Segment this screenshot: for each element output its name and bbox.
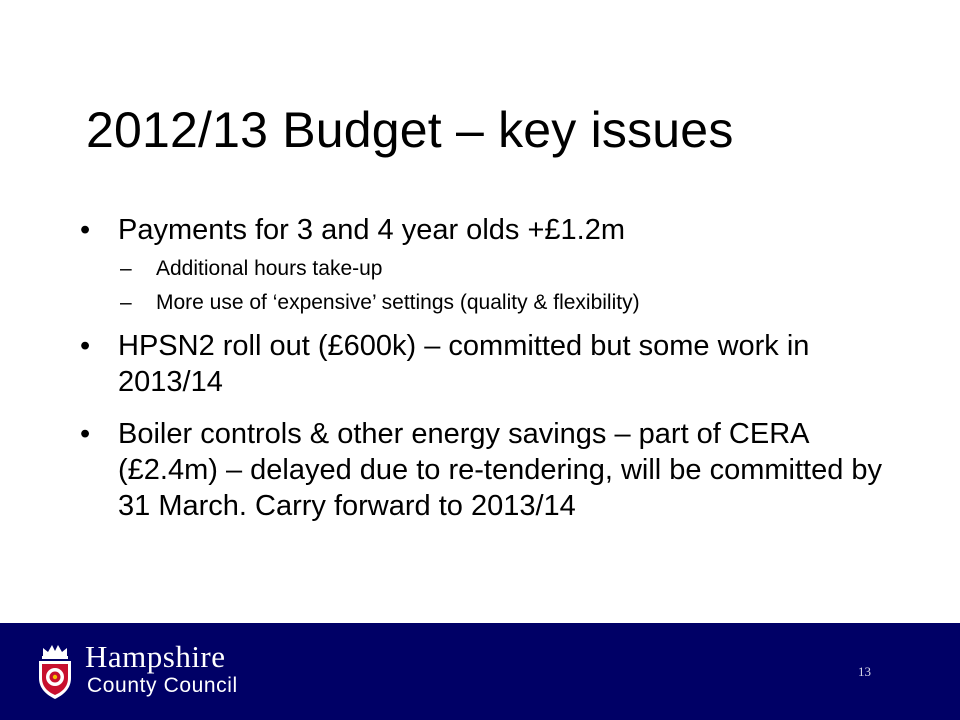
page-number: 13 <box>858 664 871 679</box>
org-name-line2: County Council <box>87 674 238 697</box>
bullet-text: Payments for 3 and 4 year olds +£1.2m <box>118 214 625 246</box>
sub-bullet-item <box>80 256 900 282</box>
bullet-item <box>80 212 900 248</box>
bullet-marker: • <box>80 214 91 246</box>
sub-bullet-text: Additional hours take-up <box>156 257 383 280</box>
bullet-marker: • <box>80 418 91 450</box>
sub-bullet-text: More use of ‘expensive’ settings (quality & flexibility) <box>156 291 640 314</box>
bullet-item <box>80 328 900 400</box>
sub-bullet-marker: – <box>120 291 132 314</box>
sub-bullet-marker: – <box>120 257 132 280</box>
hampshire-crest-icon <box>34 642 76 702</box>
slide-title: 2012/13 Budget – key issues <box>86 102 734 158</box>
bullet-text: Boiler controls & other energy savings – part of CERA (£2.4m) – delayed due to re-tendering, will be committed by 31 March. Carry forward to 2013/14 <box>118 418 883 522</box>
bullet-item <box>80 416 900 524</box>
bullet-marker: • <box>80 330 91 362</box>
footer-bar <box>0 623 960 720</box>
org-name-line1: Hampshire <box>85 639 226 674</box>
bullet-text: HPSN2 roll out (£600k) – committed but some work in 2013/14 <box>118 330 810 398</box>
slide-body <box>80 212 900 524</box>
sub-bullet-item <box>80 290 900 316</box>
sub-bullet-list <box>80 256 900 316</box>
